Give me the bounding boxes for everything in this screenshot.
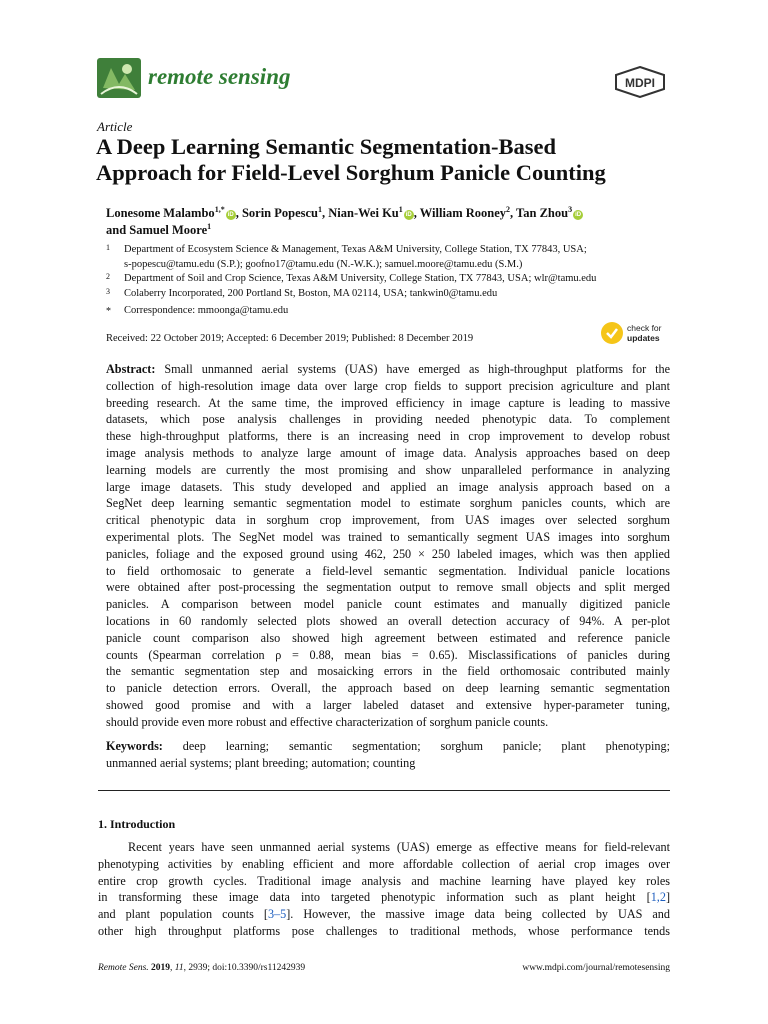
- journal-abbreviation: Remote Sens.: [98, 963, 149, 973]
- journal-logo-icon: [97, 58, 141, 98]
- abstract-text: experimental plots. The SegNet model was trained to semantically segment UAS images into sorghum: [106, 529, 670, 544]
- author-name: Lonesome Malambo: [106, 206, 215, 220]
- article-type: Article: [97, 119, 133, 134]
- abstract-line: [106, 529, 670, 546]
- introduction-text-segment: entire crop growth cycles. Traditional image analysis and machine learning have played key roles: [98, 873, 670, 888]
- author-affiliation-mark: 1: [398, 204, 403, 214]
- abstract-text: counts (Spearman correlation ρ = 0.88, mean bias = 0.65). Misclassifications of panicles during: [106, 647, 670, 662]
- introduction-line: [98, 923, 670, 940]
- abstract-text: panicles. A comparison between model panicle count estimates and manually digitized panicle: [106, 597, 670, 612]
- abstract-line: [106, 428, 670, 445]
- keywords-text: deep learning; semantic segmentation; sorghum panicle; plant phenotyping;: [162, 739, 670, 753]
- affiliation-text: s-popescu@tamu.edu (S.P.); goofno17@tamu.edu (N.-W.K.); samuel.moore@tamu.edu (S.M.): [124, 258, 523, 270]
- introduction-line: [98, 906, 670, 923]
- affiliation-item: [106, 272, 676, 287]
- introduction-text-segment: ]: [665, 890, 670, 905]
- abstract-line: [106, 714, 670, 731]
- title-line: Approach for Field-Level Sorghum Panicle Counting: [96, 160, 606, 185]
- abstract-line: [106, 596, 670, 613]
- abstract-line: [106, 663, 670, 680]
- abstract-text: should provide even more robust and effective characterization of sorghum panicle counts.: [106, 714, 549, 729]
- author-affiliation-mark: 2: [506, 204, 511, 214]
- abstract-text: large image datasets. This study developed and applied an image analysis approach based on a: [106, 479, 670, 494]
- abstract-text: to panicle detection errors. Overall, the approach based on deep learning semantic segmentation: [106, 681, 670, 696]
- author-affiliation-mark: 1: [207, 221, 212, 231]
- footer-volume: 11: [174, 963, 184, 973]
- author-line: [106, 222, 686, 239]
- abstract-line: [106, 546, 670, 563]
- abstract-line: [106, 495, 670, 512]
- affiliation-text: Department of Ecosystem Science & Management, Texas A&M University, College Station, TX 77843, USA;: [124, 244, 587, 255]
- introduction-text-segment: other high throughput platforms pose challenges to traditional methods, whose performance tends: [98, 923, 670, 938]
- abstract-line: [106, 479, 670, 496]
- abstract-text: collection of high-resolution image data over large crop fields to support precision agriculture and plant: [106, 378, 670, 393]
- abstract-line: [106, 445, 670, 462]
- author-list: [106, 205, 686, 239]
- author-separator: ,: [322, 206, 329, 220]
- abstract-text: datasets, which pose analysis challenges in providing needed phenotypic data. To complement: [106, 412, 670, 427]
- abstract-line: [106, 630, 670, 647]
- introduction-line: [98, 839, 670, 856]
- footer-year: 2019: [151, 963, 171, 973]
- author-affiliation-mark: 1,*: [214, 204, 225, 214]
- orcid-icon[interactable]: iD: [575, 212, 582, 218]
- introduction-text-segment: Recent years have seen unmanned aerial systems (UAS) emerge as effective means for field-relevant: [128, 840, 670, 854]
- mdpi-logo: [613, 66, 667, 98]
- orcid-icon[interactable]: iD: [405, 212, 412, 218]
- author-affiliation-mark: 1: [318, 204, 322, 214]
- affiliation-number: 2: [106, 272, 110, 281]
- affiliation-text: Department of Soil and Crop Science, Texas A&M University, College Station, TX 77843, USA; wlr@tamu.edu: [124, 273, 597, 284]
- abstract-line: [106, 512, 670, 529]
- check-for-updates-label: check for updates: [627, 323, 662, 343]
- abstract-text: image analysis methods to analyze large amount of image data. Analysis approaches based on deep: [106, 445, 670, 460]
- footer-doi: , 2939; doi:10.3390/rs11242939: [183, 963, 306, 973]
- abstract-line: [106, 395, 670, 412]
- abstract-line: [106, 697, 670, 714]
- keywords-line: [106, 738, 670, 755]
- affiliation-number: 1: [106, 243, 110, 252]
- affiliation-item: [106, 287, 676, 302]
- publication-dates: Received: 22 October 2019; Accepted: 6 December 2019; Published: 8 December 2019: [106, 333, 474, 344]
- abstract-text: SegNet deep learning semantic segmentation model to estimate sorghum panicles counts, which are: [106, 496, 670, 511]
- keywords: [106, 738, 670, 772]
- paper-title: [96, 134, 696, 186]
- introduction-line: [98, 889, 670, 906]
- abstract-line: [106, 378, 670, 395]
- introduction-text-segment: and plant population counts [: [98, 907, 268, 922]
- author-name: Tan Zhou: [516, 206, 569, 220]
- section-divider: [98, 790, 670, 791]
- author-line: [106, 205, 686, 222]
- abstract-line: [106, 563, 670, 580]
- check-for-updates-badge[interactable]: [601, 322, 673, 350]
- citation-link[interactable]: 1,2: [650, 890, 666, 905]
- mdpi-logo-text: MDPI: [625, 76, 655, 90]
- abstract: [106, 361, 670, 731]
- abstract-text: Small unmanned aerial systems (UAS) have emerged as high-throughput platforms for the: [155, 362, 670, 376]
- author-name: and Samuel Moore: [106, 223, 208, 237]
- introduction-text-segment: ]. However, the massive image data being collected by UAS and: [286, 907, 670, 922]
- abstract-text: breeding research. At the same time, the improved efficiency in image capture is leading to massive: [106, 395, 670, 410]
- introduction-text-segment: phenotyping activities by enabling efficient and more affordable collection of aerial crop images over: [98, 856, 670, 871]
- affiliation-list: [106, 243, 676, 319]
- introduction-text: [98, 839, 670, 940]
- abstract-line: [106, 680, 670, 697]
- author-separator: ,: [235, 206, 242, 220]
- abstract-line: [106, 579, 670, 596]
- author-affiliation-mark: 3: [568, 204, 573, 214]
- citation-link[interactable]: 3–5: [267, 907, 287, 922]
- correspondence-mark: *: [106, 306, 111, 317]
- author-name: Sorin Popescu: [241, 206, 318, 220]
- abstract-text: critical phenotypic data in sorghum crop improvement, from UAS images over selected sorghum: [106, 513, 670, 528]
- author-name: William Rooney: [419, 206, 507, 220]
- citation-footer: Remote Sens. 2019, 11, 2939; doi:10.3390/rs11242939: [98, 963, 306, 973]
- correspondence-text: Correspondence: mmoonga@tamu.edu: [124, 305, 289, 316]
- abstract-text: learning models are currently the most promising and show unparalleled performance in analyzing: [106, 462, 670, 477]
- journal-name: remote sensing: [148, 64, 291, 89]
- abstract-line: [106, 411, 670, 428]
- author-name: Nian-Wei Ku: [328, 206, 399, 220]
- affiliation-text: Colaberry Incorporated, 200 Portland St, Boston, MA 02114, USA; tankwin0@tamu.edu: [124, 287, 498, 299]
- abstract-text: panicle count comparison also showed high agreement between estimated and reference panicle: [106, 630, 670, 645]
- abstract-text: the semantic segmentation step and mosaicking errors in the field orthomosaic contributed mainly: [106, 664, 670, 679]
- keywords-line: [106, 755, 670, 772]
- abstract-text: showed good promise and with a larger labeled dataset and extensive hyper-parameter tuning,: [106, 697, 670, 712]
- abstract-text: to field orthomosaic to generate a field-level semantic segmentation. Individual panicle locations: [106, 563, 670, 578]
- abstract-line: [106, 462, 670, 479]
- affiliation-item: [106, 243, 676, 272]
- abstract-label: Abstract:: [106, 362, 156, 376]
- abstract-text: these high-throughput platforms, there is an increasing need in crop improvement to develop robust: [106, 429, 670, 444]
- introduction-line: [98, 873, 670, 890]
- keywords-label: Keywords:: [106, 739, 163, 753]
- section-heading: 1. Introduction: [98, 817, 176, 831]
- journal-url-link[interactable]: www.mdpi.com/journal/remotesensing: [522, 963, 670, 973]
- abstract-text: locations in 60 randomly selected plots showed an overall detection accuracy of 94%. A per-plot: [106, 613, 670, 628]
- introduction-text-segment: in transforming these image data into targeted phenotypic information such as plant height [: [98, 890, 651, 905]
- title-line: A Deep Learning Semantic Segmentation-Based: [96, 134, 556, 159]
- abstract-line: [106, 613, 670, 630]
- affiliation-number: 3: [106, 286, 110, 296]
- abstract-text: panicles, foliage and the exposed ground using 462, 250 × 250 labeled images, which was then applied: [106, 546, 670, 561]
- check-for-updates-icon: [601, 322, 623, 344]
- abstract-line: [106, 647, 670, 664]
- abstract-line: [106, 361, 670, 378]
- abstract-text: were obtained after post-processing the segmentation output to remove small objects and split merged: [106, 580, 670, 595]
- introduction-line: [98, 856, 670, 873]
- author-separator: ,: [510, 206, 517, 220]
- keywords-text: unmanned aerial systems; plant breeding; automation; counting: [106, 755, 416, 770]
- orcid-icon[interactable]: iD: [227, 212, 234, 218]
- author-separator: ,: [413, 206, 420, 220]
- correspondence-item: [106, 304, 676, 319]
